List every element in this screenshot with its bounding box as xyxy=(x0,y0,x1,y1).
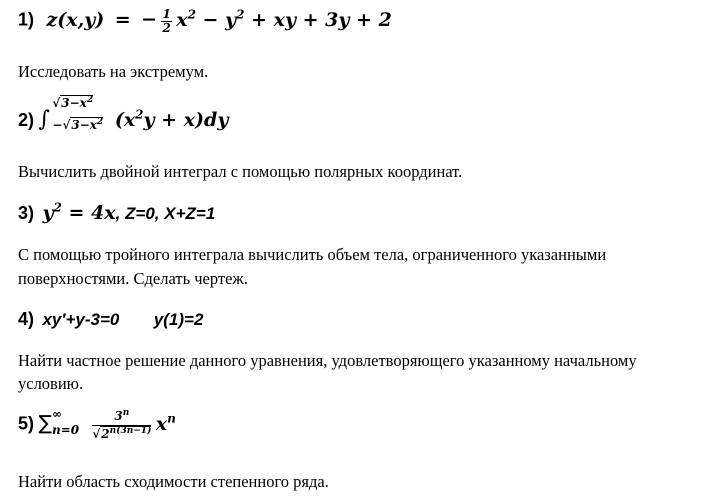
formula-1-lhs: z(x,y) xyxy=(46,8,105,31)
sum-sign: ∑ xyxy=(38,410,52,435)
problem-4-task-line-1: Найти частное решение данного уравнения, удовлетворяющего указанному начальному xyxy=(18,351,637,370)
problem-4-task-line-2: условию. xyxy=(18,374,84,393)
problem-1-formula: 1) z(x,y) = − $\frac{1}{2}$ $x^2 - y^2$ + xy + 3y + 2 xyxy=(18,7,392,35)
formula-1-fraction: $\frac{1}{2}$ xyxy=(162,7,171,35)
problem-5-task: Найти область сходимости степенного ряда. xyxy=(18,472,329,491)
formula-5-fraction: $\frac{3^n}{√2^{n(3n-1)}}$ xyxy=(92,408,152,441)
integral-limits: $√3-x^2$ $-√3-x^2$ xyxy=(52,95,104,132)
integrand: $(x^2y + x)dy$ xyxy=(114,107,229,132)
problem-1-task: Исследовать на экстремум. xyxy=(18,62,209,81)
problem-2-formula xyxy=(18,95,229,140)
integral-sign: ∫ xyxy=(38,107,50,133)
problem-5-formula: 5) ∑ ∞ n=0 $\frac{3^n}{√2^{n(3n-1)}}$ $x^n$ xyxy=(18,406,176,441)
formula-4-equation: xy′+y-3=0 xyxy=(42,310,120,329)
problem-3-formula: 3) $y^2 = 4x$, Z=0, X+Z=1 xyxy=(18,200,216,224)
problem-2-number: 2) xyxy=(18,110,35,131)
sum-limits: ∞ n=0 xyxy=(51,406,80,437)
problem-2-task: Вычислить двойной интеграл с помощью полярных координат. xyxy=(18,162,463,181)
problem-5-number: 5) xyxy=(18,413,35,434)
formula-4-condition: y(1)=2 xyxy=(153,310,204,329)
problem-3-task-line-1: С помощью тройного интеграла вычислить объем тела, ограниченного указанными xyxy=(18,245,607,264)
problem-1-number: 1) xyxy=(18,9,35,30)
problem-4-formula xyxy=(18,309,203,330)
problem-3-number: 3) xyxy=(18,203,35,223)
problem-4-number: 4) xyxy=(18,309,35,329)
problem-3-task-line-2: поверхностями. Сделать чертеж. xyxy=(18,269,248,288)
